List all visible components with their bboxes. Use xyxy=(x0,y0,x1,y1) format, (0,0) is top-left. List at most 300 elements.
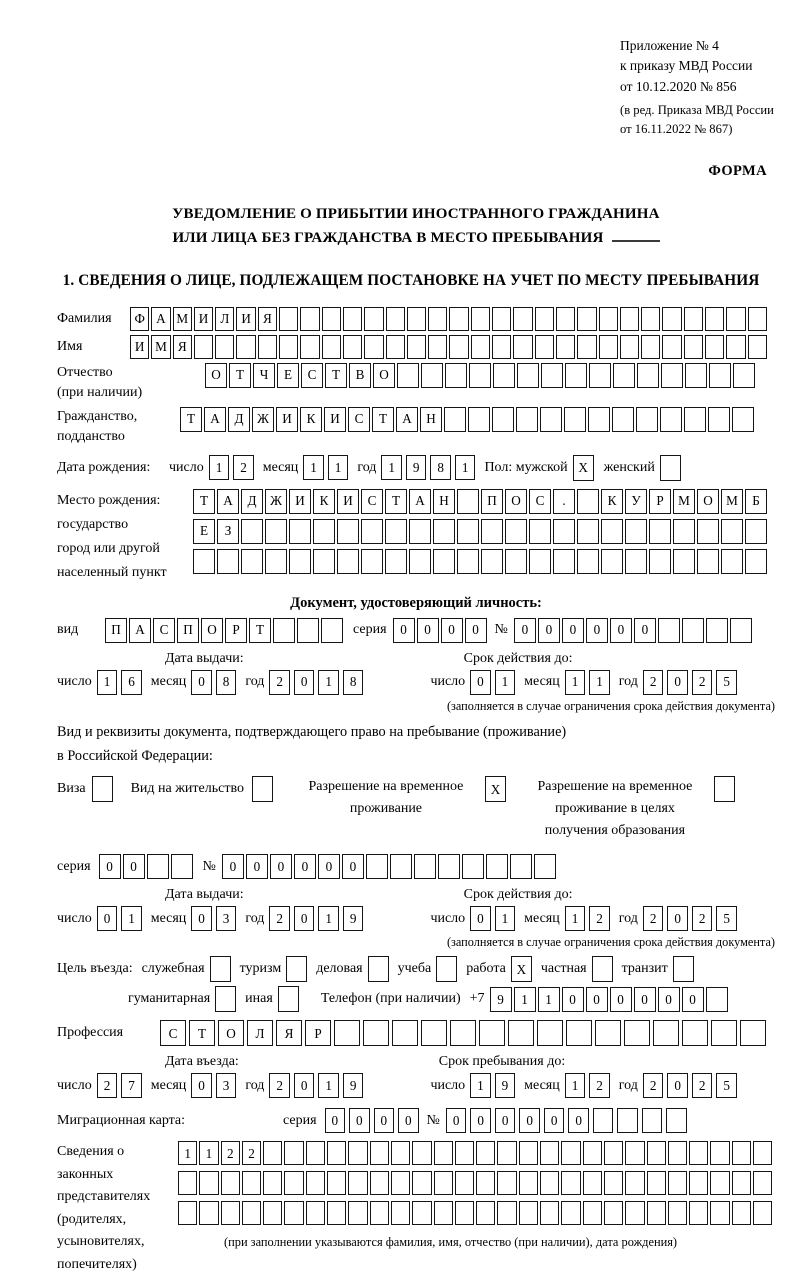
iddoc-issue-day[interactable] xyxy=(97,670,142,695)
char-cell[interactable] xyxy=(561,1171,580,1195)
char-cell[interactable] xyxy=(300,335,319,359)
char-cell[interactable] xyxy=(625,1141,644,1165)
char-cell[interactable]: Т xyxy=(189,1020,215,1046)
char-cell[interactable] xyxy=(217,549,239,574)
char-cell[interactable] xyxy=(625,1201,644,1225)
char-cell[interactable]: 0 xyxy=(544,1108,565,1133)
char-cell[interactable]: С xyxy=(160,1020,186,1046)
char-cell[interactable] xyxy=(348,1141,367,1165)
char-cell[interactable]: 0 xyxy=(667,1073,688,1098)
char-cell[interactable] xyxy=(565,363,587,388)
iddoc-issue-month[interactable] xyxy=(191,670,236,695)
representatives-boxes-row3[interactable] xyxy=(178,1201,772,1225)
char-cell[interactable]: Д xyxy=(228,407,250,432)
char-cell[interactable]: 1 xyxy=(589,670,610,695)
char-cell[interactable]: Ж xyxy=(265,489,287,514)
char-cell[interactable] xyxy=(553,519,575,544)
char-cell[interactable] xyxy=(361,519,383,544)
char-cell[interactable] xyxy=(492,407,514,432)
char-cell[interactable] xyxy=(540,1201,559,1225)
char-cell[interactable] xyxy=(457,549,479,574)
char-cell[interactable] xyxy=(661,363,683,388)
char-cell[interactable] xyxy=(313,519,335,544)
char-cell[interactable] xyxy=(278,986,299,1012)
char-cell[interactable] xyxy=(601,549,623,574)
char-cell[interactable]: 5 xyxy=(716,906,737,931)
char-cell[interactable] xyxy=(455,1201,474,1225)
resdoc-valid-day[interactable] xyxy=(470,906,515,931)
visa-checkbox[interactable] xyxy=(92,776,113,802)
char-cell[interactable]: 0 xyxy=(325,1108,346,1133)
char-cell[interactable] xyxy=(708,407,730,432)
char-cell[interactable] xyxy=(620,307,639,331)
firstname-boxes[interactable] xyxy=(130,335,767,359)
char-cell[interactable] xyxy=(714,776,735,802)
char-cell[interactable] xyxy=(193,549,215,574)
char-cell[interactable] xyxy=(391,1201,410,1225)
char-cell[interactable]: Т xyxy=(193,489,215,514)
char-cell[interactable]: 0 xyxy=(667,670,688,695)
char-cell[interactable] xyxy=(673,549,695,574)
char-cell[interactable] xyxy=(468,407,490,432)
char-cell[interactable]: О xyxy=(218,1020,244,1046)
char-cell[interactable] xyxy=(178,1201,197,1225)
char-cell[interactable] xyxy=(534,854,556,879)
char-cell[interactable]: Р xyxy=(225,618,247,643)
iddoc-valid-month[interactable] xyxy=(565,670,610,695)
char-cell[interactable] xyxy=(583,1171,602,1195)
char-cell[interactable]: Я xyxy=(173,335,192,359)
char-cell[interactable] xyxy=(334,1020,360,1046)
char-cell[interactable] xyxy=(668,1141,687,1165)
char-cell[interactable]: 2 xyxy=(589,906,610,931)
birth-day-boxes[interactable] xyxy=(209,455,254,480)
char-cell[interactable] xyxy=(519,1201,538,1225)
char-cell[interactable] xyxy=(449,307,468,331)
char-cell[interactable] xyxy=(386,307,405,331)
char-cell[interactable] xyxy=(684,335,703,359)
char-cell[interactable]: 1 xyxy=(318,906,339,931)
stay-month[interactable] xyxy=(565,1073,610,1098)
char-cell[interactable] xyxy=(392,1020,418,1046)
char-cell[interactable]: 8 xyxy=(343,670,364,695)
char-cell[interactable] xyxy=(279,307,298,331)
char-cell[interactable] xyxy=(433,519,455,544)
char-cell[interactable] xyxy=(604,1171,623,1195)
char-cell[interactable] xyxy=(289,519,311,544)
char-cell[interactable]: 0 xyxy=(538,618,560,643)
char-cell[interactable]: Т xyxy=(372,407,394,432)
char-cell[interactable] xyxy=(385,549,407,574)
char-cell[interactable]: Р xyxy=(305,1020,331,1046)
char-cell[interactable] xyxy=(368,956,389,982)
char-cell[interactable] xyxy=(321,618,343,643)
char-cell[interactable]: О xyxy=(205,363,227,388)
char-cell[interactable] xyxy=(397,363,419,388)
char-cell[interactable]: 2 xyxy=(692,1073,713,1098)
char-cell[interactable] xyxy=(476,1201,495,1225)
char-cell[interactable] xyxy=(407,307,426,331)
char-cell[interactable] xyxy=(436,956,457,982)
char-cell[interactable] xyxy=(284,1141,303,1165)
char-cell[interactable]: 5 xyxy=(716,1073,737,1098)
char-cell[interactable] xyxy=(711,1020,737,1046)
char-cell[interactable] xyxy=(730,618,752,643)
char-cell[interactable]: 2 xyxy=(269,1073,290,1098)
char-cell[interactable] xyxy=(519,1141,538,1165)
char-cell[interactable] xyxy=(434,1171,453,1195)
purpose-tourism-checkbox[interactable] xyxy=(286,956,307,982)
char-cell[interactable] xyxy=(513,307,532,331)
iddoc-issue-year[interactable] xyxy=(269,670,363,695)
char-cell[interactable]: 7 xyxy=(121,1073,142,1098)
char-cell[interactable] xyxy=(492,307,511,331)
char-cell[interactable]: 1 xyxy=(455,455,476,480)
purpose-other-checkbox[interactable] xyxy=(278,986,299,1012)
char-cell[interactable]: 0 xyxy=(470,670,491,695)
char-cell[interactable] xyxy=(385,519,407,544)
char-cell[interactable] xyxy=(327,1141,346,1165)
char-cell[interactable] xyxy=(612,407,634,432)
char-cell[interactable]: Ф xyxy=(130,307,149,331)
char-cell[interactable] xyxy=(684,407,706,432)
char-cell[interactable] xyxy=(625,1171,644,1195)
char-cell[interactable]: 0 xyxy=(417,618,439,643)
char-cell[interactable] xyxy=(564,407,586,432)
char-cell[interactable] xyxy=(289,549,311,574)
char-cell[interactable] xyxy=(641,307,660,331)
char-cell[interactable] xyxy=(710,1171,729,1195)
char-cell[interactable]: 2 xyxy=(643,670,664,695)
char-cell[interactable] xyxy=(673,519,695,544)
resdoc-valid-month[interactable] xyxy=(565,906,610,931)
char-cell[interactable]: 0 xyxy=(519,1108,540,1133)
char-cell[interactable] xyxy=(617,1108,638,1133)
char-cell[interactable]: 0 xyxy=(610,987,632,1012)
char-cell[interactable] xyxy=(263,1201,282,1225)
char-cell[interactable] xyxy=(457,489,479,514)
birthplace-boxes-row2[interactable] xyxy=(193,519,767,544)
char-cell[interactable] xyxy=(497,1201,516,1225)
char-cell[interactable]: 1 xyxy=(209,455,230,480)
resdoc-series-boxes[interactable] xyxy=(99,854,193,879)
char-cell[interactable]: П xyxy=(177,618,199,643)
char-cell[interactable] xyxy=(647,1171,666,1195)
char-cell[interactable]: У xyxy=(625,489,647,514)
char-cell[interactable] xyxy=(421,1020,447,1046)
char-cell[interactable] xyxy=(421,363,443,388)
char-cell[interactable] xyxy=(492,335,511,359)
char-cell[interactable]: 2 xyxy=(692,670,713,695)
char-cell[interactable] xyxy=(516,407,538,432)
char-cell[interactable] xyxy=(449,335,468,359)
char-cell[interactable] xyxy=(561,1141,580,1165)
char-cell[interactable] xyxy=(343,307,362,331)
phone-boxes[interactable] xyxy=(490,987,728,1012)
char-cell[interactable] xyxy=(529,549,551,574)
char-cell[interactable] xyxy=(479,1020,505,1046)
char-cell[interactable] xyxy=(178,1171,197,1195)
char-cell[interactable] xyxy=(595,1020,621,1046)
char-cell[interactable] xyxy=(284,1201,303,1225)
char-cell[interactable] xyxy=(660,455,681,481)
char-cell[interactable] xyxy=(322,335,341,359)
birthplace-boxes-row1[interactable] xyxy=(193,489,767,514)
char-cell[interactable]: 1 xyxy=(178,1141,197,1165)
iddoc-series-boxes[interactable] xyxy=(393,618,487,643)
char-cell[interactable]: Т xyxy=(325,363,347,388)
char-cell[interactable] xyxy=(438,854,460,879)
char-cell[interactable]: А xyxy=(409,489,431,514)
char-cell[interactable] xyxy=(284,1171,303,1195)
char-cell[interactable]: 0 xyxy=(586,618,608,643)
char-cell[interactable]: О xyxy=(201,618,223,643)
char-cell[interactable] xyxy=(682,1020,708,1046)
purpose-humanitarian-checkbox[interactable] xyxy=(215,986,236,1012)
char-cell[interactable] xyxy=(364,307,383,331)
char-cell[interactable]: 2 xyxy=(269,906,290,931)
birth-year-boxes[interactable] xyxy=(381,455,475,480)
birth-month-boxes[interactable] xyxy=(303,455,348,480)
char-cell[interactable]: Т xyxy=(249,618,271,643)
char-cell[interactable] xyxy=(450,1020,476,1046)
char-cell[interactable]: 0 xyxy=(270,854,292,879)
char-cell[interactable] xyxy=(599,307,618,331)
char-cell[interactable]: X xyxy=(573,455,594,481)
char-cell[interactable]: 0 xyxy=(99,854,121,879)
char-cell[interactable] xyxy=(540,407,562,432)
char-cell[interactable]: 0 xyxy=(465,618,487,643)
char-cell[interactable]: И xyxy=(236,307,255,331)
char-cell[interactable]: 8 xyxy=(430,455,451,480)
char-cell[interactable]: Ж xyxy=(252,407,274,432)
char-cell[interactable]: Т xyxy=(385,489,407,514)
char-cell[interactable]: И xyxy=(289,489,311,514)
char-cell[interactable] xyxy=(409,519,431,544)
char-cell[interactable]: 2 xyxy=(221,1141,240,1165)
char-cell[interactable] xyxy=(697,549,719,574)
char-cell[interactable]: 2 xyxy=(242,1141,261,1165)
char-cell[interactable] xyxy=(263,1141,282,1165)
char-cell[interactable]: 0 xyxy=(294,1073,315,1098)
profession-boxes[interactable] xyxy=(160,1020,766,1046)
entry-year[interactable] xyxy=(269,1073,363,1098)
char-cell[interactable]: К xyxy=(300,407,322,432)
char-cell[interactable] xyxy=(604,1141,623,1165)
char-cell[interactable] xyxy=(588,407,610,432)
char-cell[interactable] xyxy=(199,1201,218,1225)
entry-month[interactable] xyxy=(191,1073,236,1098)
char-cell[interactable] xyxy=(535,335,554,359)
char-cell[interactable] xyxy=(577,307,596,331)
char-cell[interactable] xyxy=(540,1141,559,1165)
char-cell[interactable] xyxy=(171,854,193,879)
char-cell[interactable]: Р xyxy=(649,489,671,514)
char-cell[interactable] xyxy=(92,776,113,802)
char-cell[interactable] xyxy=(481,519,503,544)
char-cell[interactable] xyxy=(625,549,647,574)
char-cell[interactable]: 0 xyxy=(294,854,316,879)
char-cell[interactable] xyxy=(513,335,532,359)
char-cell[interactable] xyxy=(577,519,599,544)
iddoc-type-boxes[interactable] xyxy=(105,618,343,643)
char-cell[interactable]: И xyxy=(324,407,346,432)
char-cell[interactable] xyxy=(510,854,532,879)
char-cell[interactable] xyxy=(508,1020,534,1046)
char-cell[interactable] xyxy=(412,1141,431,1165)
char-cell[interactable] xyxy=(471,335,490,359)
char-cell[interactable] xyxy=(386,335,405,359)
char-cell[interactable] xyxy=(363,1020,389,1046)
char-cell[interactable]: 1 xyxy=(538,987,560,1012)
char-cell[interactable]: 0 xyxy=(610,618,632,643)
char-cell[interactable] xyxy=(366,854,388,879)
char-cell[interactable]: И xyxy=(337,489,359,514)
char-cell[interactable]: 0 xyxy=(398,1108,419,1133)
resdoc-issue-year[interactable] xyxy=(269,906,363,931)
purpose-work-checkbox[interactable] xyxy=(511,956,532,982)
char-cell[interactable] xyxy=(668,1171,687,1195)
char-cell[interactable] xyxy=(647,1141,666,1165)
char-cell[interactable]: И xyxy=(194,307,213,331)
char-cell[interactable]: 0 xyxy=(191,1073,212,1098)
char-cell[interactable]: В xyxy=(349,363,371,388)
char-cell[interactable]: 0 xyxy=(123,854,145,879)
surname-boxes[interactable] xyxy=(130,307,767,331)
char-cell[interactable] xyxy=(210,956,231,982)
representatives-boxes-row2[interactable] xyxy=(178,1171,772,1195)
char-cell[interactable]: 1 xyxy=(565,1073,586,1098)
char-cell[interactable] xyxy=(457,519,479,544)
char-cell[interactable]: 6 xyxy=(121,670,142,695)
residence-permit-checkbox[interactable] xyxy=(252,776,273,802)
char-cell[interactable]: 0 xyxy=(191,670,212,695)
char-cell[interactable]: 0 xyxy=(658,987,680,1012)
char-cell[interactable]: 3 xyxy=(216,1073,237,1098)
char-cell[interactable]: О xyxy=(373,363,395,388)
char-cell[interactable] xyxy=(709,363,731,388)
char-cell[interactable]: А xyxy=(204,407,226,432)
char-cell[interactable] xyxy=(462,854,484,879)
char-cell[interactable]: 0 xyxy=(222,854,244,879)
char-cell[interactable]: 1 xyxy=(303,455,324,480)
char-cell[interactable] xyxy=(753,1171,772,1195)
char-cell[interactable] xyxy=(279,335,298,359)
char-cell[interactable]: Я xyxy=(258,307,277,331)
char-cell[interactable] xyxy=(199,1171,218,1195)
char-cell[interactable]: 1 xyxy=(565,670,586,695)
resdoc-valid-year[interactable] xyxy=(643,906,737,931)
char-cell[interactable] xyxy=(476,1141,495,1165)
char-cell[interactable] xyxy=(689,1171,708,1195)
char-cell[interactable] xyxy=(624,1020,650,1046)
char-cell[interactable] xyxy=(535,307,554,331)
char-cell[interactable] xyxy=(337,549,359,574)
char-cell[interactable] xyxy=(493,363,515,388)
char-cell[interactable]: 9 xyxy=(406,455,427,480)
char-cell[interactable] xyxy=(649,519,671,544)
iddoc-number-boxes[interactable] xyxy=(514,618,752,643)
char-cell[interactable]: 0 xyxy=(562,618,584,643)
char-cell[interactable] xyxy=(337,519,359,544)
char-cell[interactable]: 0 xyxy=(393,618,415,643)
char-cell[interactable] xyxy=(705,335,724,359)
char-cell[interactable]: Н xyxy=(433,489,455,514)
char-cell[interactable]: 1 xyxy=(514,987,536,1012)
purpose-business-checkbox[interactable] xyxy=(368,956,389,982)
char-cell[interactable] xyxy=(265,519,287,544)
char-cell[interactable] xyxy=(706,987,728,1012)
char-cell[interactable] xyxy=(241,549,263,574)
char-cell[interactable]: X xyxy=(485,776,506,802)
char-cell[interactable] xyxy=(428,335,447,359)
resdoc-issue-month[interactable] xyxy=(191,906,236,931)
char-cell[interactable] xyxy=(566,1020,592,1046)
char-cell[interactable]: О xyxy=(505,489,527,514)
char-cell[interactable] xyxy=(561,1201,580,1225)
char-cell[interactable] xyxy=(641,335,660,359)
char-cell[interactable] xyxy=(604,1201,623,1225)
char-cell[interactable] xyxy=(753,1141,772,1165)
char-cell[interactable] xyxy=(529,519,551,544)
char-cell[interactable] xyxy=(733,363,755,388)
char-cell[interactable]: Д xyxy=(241,489,263,514)
char-cell[interactable]: 0 xyxy=(294,906,315,931)
char-cell[interactable] xyxy=(306,1171,325,1195)
iddoc-valid-day[interactable] xyxy=(470,670,515,695)
char-cell[interactable]: 1 xyxy=(318,670,339,695)
char-cell[interactable] xyxy=(455,1171,474,1195)
char-cell[interactable] xyxy=(306,1141,325,1165)
char-cell[interactable] xyxy=(745,549,767,574)
char-cell[interactable] xyxy=(370,1141,389,1165)
char-cell[interactable] xyxy=(662,307,681,331)
char-cell[interactable] xyxy=(697,519,719,544)
char-cell[interactable] xyxy=(252,776,273,802)
char-cell[interactable]: 1 xyxy=(495,906,516,931)
char-cell[interactable] xyxy=(732,1201,751,1225)
patronymic-boxes[interactable] xyxy=(205,363,755,388)
stay-day[interactable] xyxy=(470,1073,515,1098)
char-cell[interactable]: 3 xyxy=(216,906,237,931)
char-cell[interactable] xyxy=(390,854,412,879)
char-cell[interactable] xyxy=(241,519,263,544)
char-cell[interactable] xyxy=(242,1171,261,1195)
char-cell[interactable] xyxy=(444,407,466,432)
char-cell[interactable] xyxy=(486,854,508,879)
char-cell[interactable] xyxy=(455,1141,474,1165)
char-cell[interactable] xyxy=(313,549,335,574)
char-cell[interactable] xyxy=(732,1141,751,1165)
char-cell[interactable]: М xyxy=(151,335,170,359)
purpose-study-checkbox[interactable] xyxy=(436,956,457,982)
char-cell[interactable]: 0 xyxy=(441,618,463,643)
char-cell[interactable]: П xyxy=(105,618,127,643)
char-cell[interactable]: 0 xyxy=(634,987,656,1012)
char-cell[interactable] xyxy=(613,363,635,388)
char-cell[interactable]: 1 xyxy=(121,906,142,931)
char-cell[interactable]: П xyxy=(481,489,503,514)
migcard-number-boxes[interactable] xyxy=(446,1108,687,1133)
char-cell[interactable]: А xyxy=(129,618,151,643)
char-cell[interactable] xyxy=(505,519,527,544)
char-cell[interactable] xyxy=(258,335,277,359)
char-cell[interactable] xyxy=(577,489,599,514)
char-cell[interactable] xyxy=(517,363,539,388)
char-cell[interactable] xyxy=(327,1201,346,1225)
char-cell[interactable]: 2 xyxy=(97,1073,118,1098)
char-cell[interactable] xyxy=(348,1201,367,1225)
